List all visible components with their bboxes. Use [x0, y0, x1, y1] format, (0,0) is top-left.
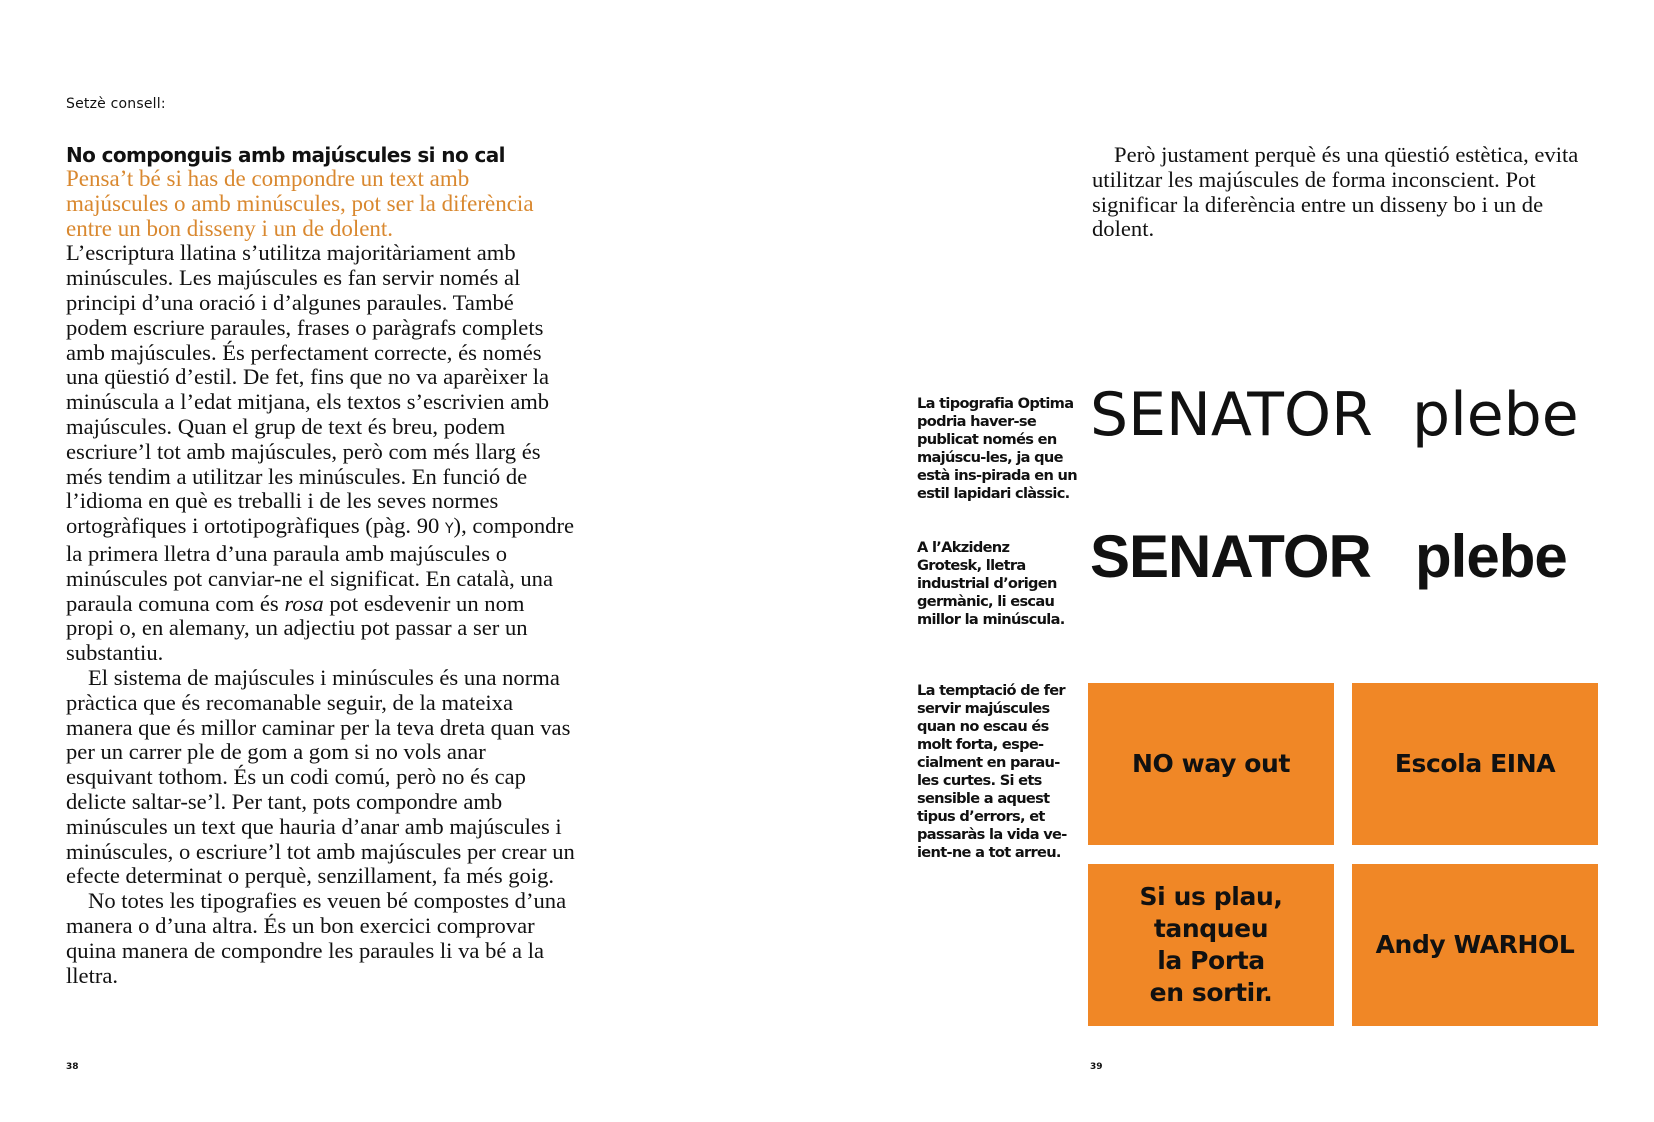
- page-number-left: 38: [66, 1062, 79, 1072]
- body-paragraph-1-part-c: pot esdevenir un nom propi o, en alemany, un adjectiu pot passar a ser un substantiu.: [66, 590, 528, 666]
- page-reference-arrow: Y: [444, 521, 454, 538]
- section-kicker: Setzè consell:: [66, 96, 166, 112]
- example-box-no-way-out: [1088, 683, 1334, 845]
- example-box-escola-eina: [1352, 683, 1598, 845]
- left-text-column: [66, 143, 576, 988]
- box-label: Si us plau, tanqueu la Porta en sortir.: [1139, 882, 1283, 1007]
- specimen-akzidenz-caps: SENATOR: [1090, 523, 1371, 590]
- specimen-optima-caps: SENATOR: [1090, 380, 1373, 450]
- box-label: Andy WARHOL: [1375, 930, 1575, 959]
- example-box-si-us-plau: [1088, 864, 1334, 1026]
- lede-paragraph: Pensa’t bé si has de compondre un text amb majúscules o amb minúscules, pot ser la diferència entre un bon disseny i un de dolent.: [66, 166, 534, 241]
- specimen-akzidenz: [1090, 522, 1610, 602]
- body-paragraph-1-part-a: L’escriptura llatina s’utilitza majoritàriament amb minúscules. Les majúscules es fan servir només al principi d’una oració i d’algunes paraules. També podem escriure paraules, frases o paràgrafs complets amb majúscules. És perfectament correcte, és només una qüestió d’estil. De fet, fins que no va aparèixer la minúscula a l’edat mitjana, els textos s’escrivien amb majúscules. Quan el grup de text és breu, podem escriure’l tot amb majúscules, però com més llarg és més tendim a utilitzar les minúscules. En funció de l’idioma en què es treballi i de les seves normes ortogràfiques i ortotipogràfiques (pàg. 90: [66, 240, 550, 539]
- caption-akzidenz: A l’Akzidenz Grotesk, lletra industrial d’origen germànic, li escau millor la minúscula.: [917, 539, 1065, 628]
- right-intro-paragraph: Però justament perquè és una qüestió estètica, evita utilitzar les majúscules de forma inconscient. Pot significar la diferència entre un disseny bo i un de dolent.: [1092, 142, 1579, 242]
- page-number-right: 39: [1090, 1062, 1103, 1072]
- caption-temptation: La temptació de fer servir majúscules quan no escau és molt forta, espe-cialment en parau-les curtes. Si ets sensible a aquest tipus d’errors, et passaràs la vida ve-ient-ne a tot arreu.: [917, 682, 1067, 861]
- specimen-akzidenz-lower: plebe: [1415, 523, 1567, 590]
- body-paragraph-3: No totes les tipografies es veuen bé compostes d’una manera o d’una altra. És un bon exercici comprovar quina manera de compondre les paraules li va bé a la lletra.: [66, 888, 567, 988]
- caption-optima: La tipografia Optima podria haver-se publicat només en majúscu-les, ja que està ins-pirada en un estil lapidari clàssic.: [917, 395, 1077, 502]
- example-box-andy-warhol: [1352, 864, 1598, 1026]
- box-label: Escola EINA: [1394, 749, 1556, 778]
- specimen-optima: [1090, 380, 1610, 460]
- body-paragraph-1-part-b: ), compondre la primera lletra d’una paraula amb majúscules o minúscules pot canviar-ne el significat. En català, una paraula comuna com és: [66, 513, 575, 616]
- italic-word-rosa: rosa: [284, 590, 324, 616]
- box-label: NO way out: [1132, 749, 1290, 778]
- body-paragraph-2: El sistema de majúscules i minúscules és una norma pràctica que és recomanable seguir, de la mateixa manera que és millor caminar per la teva dreta quan vas per un carrer ple de gom a gom si no vols anar esquivant tothom. És un codi comú, però no és cap delicte saltar-se’l. Per tant, pots compondre amb minúscules un text que hauria d’anar amb majúscules i minúscules, o escriure’l tot amb majúscules per crear un efecte determinat o perquè, senzillament, fa més goig.: [66, 664, 575, 889]
- specimen-optima-lower: plebe: [1412, 380, 1579, 450]
- body-paragraph-1: [66, 241, 576, 666]
- page-heading: No componguis amb majúscules si no cal: [66, 143, 505, 167]
